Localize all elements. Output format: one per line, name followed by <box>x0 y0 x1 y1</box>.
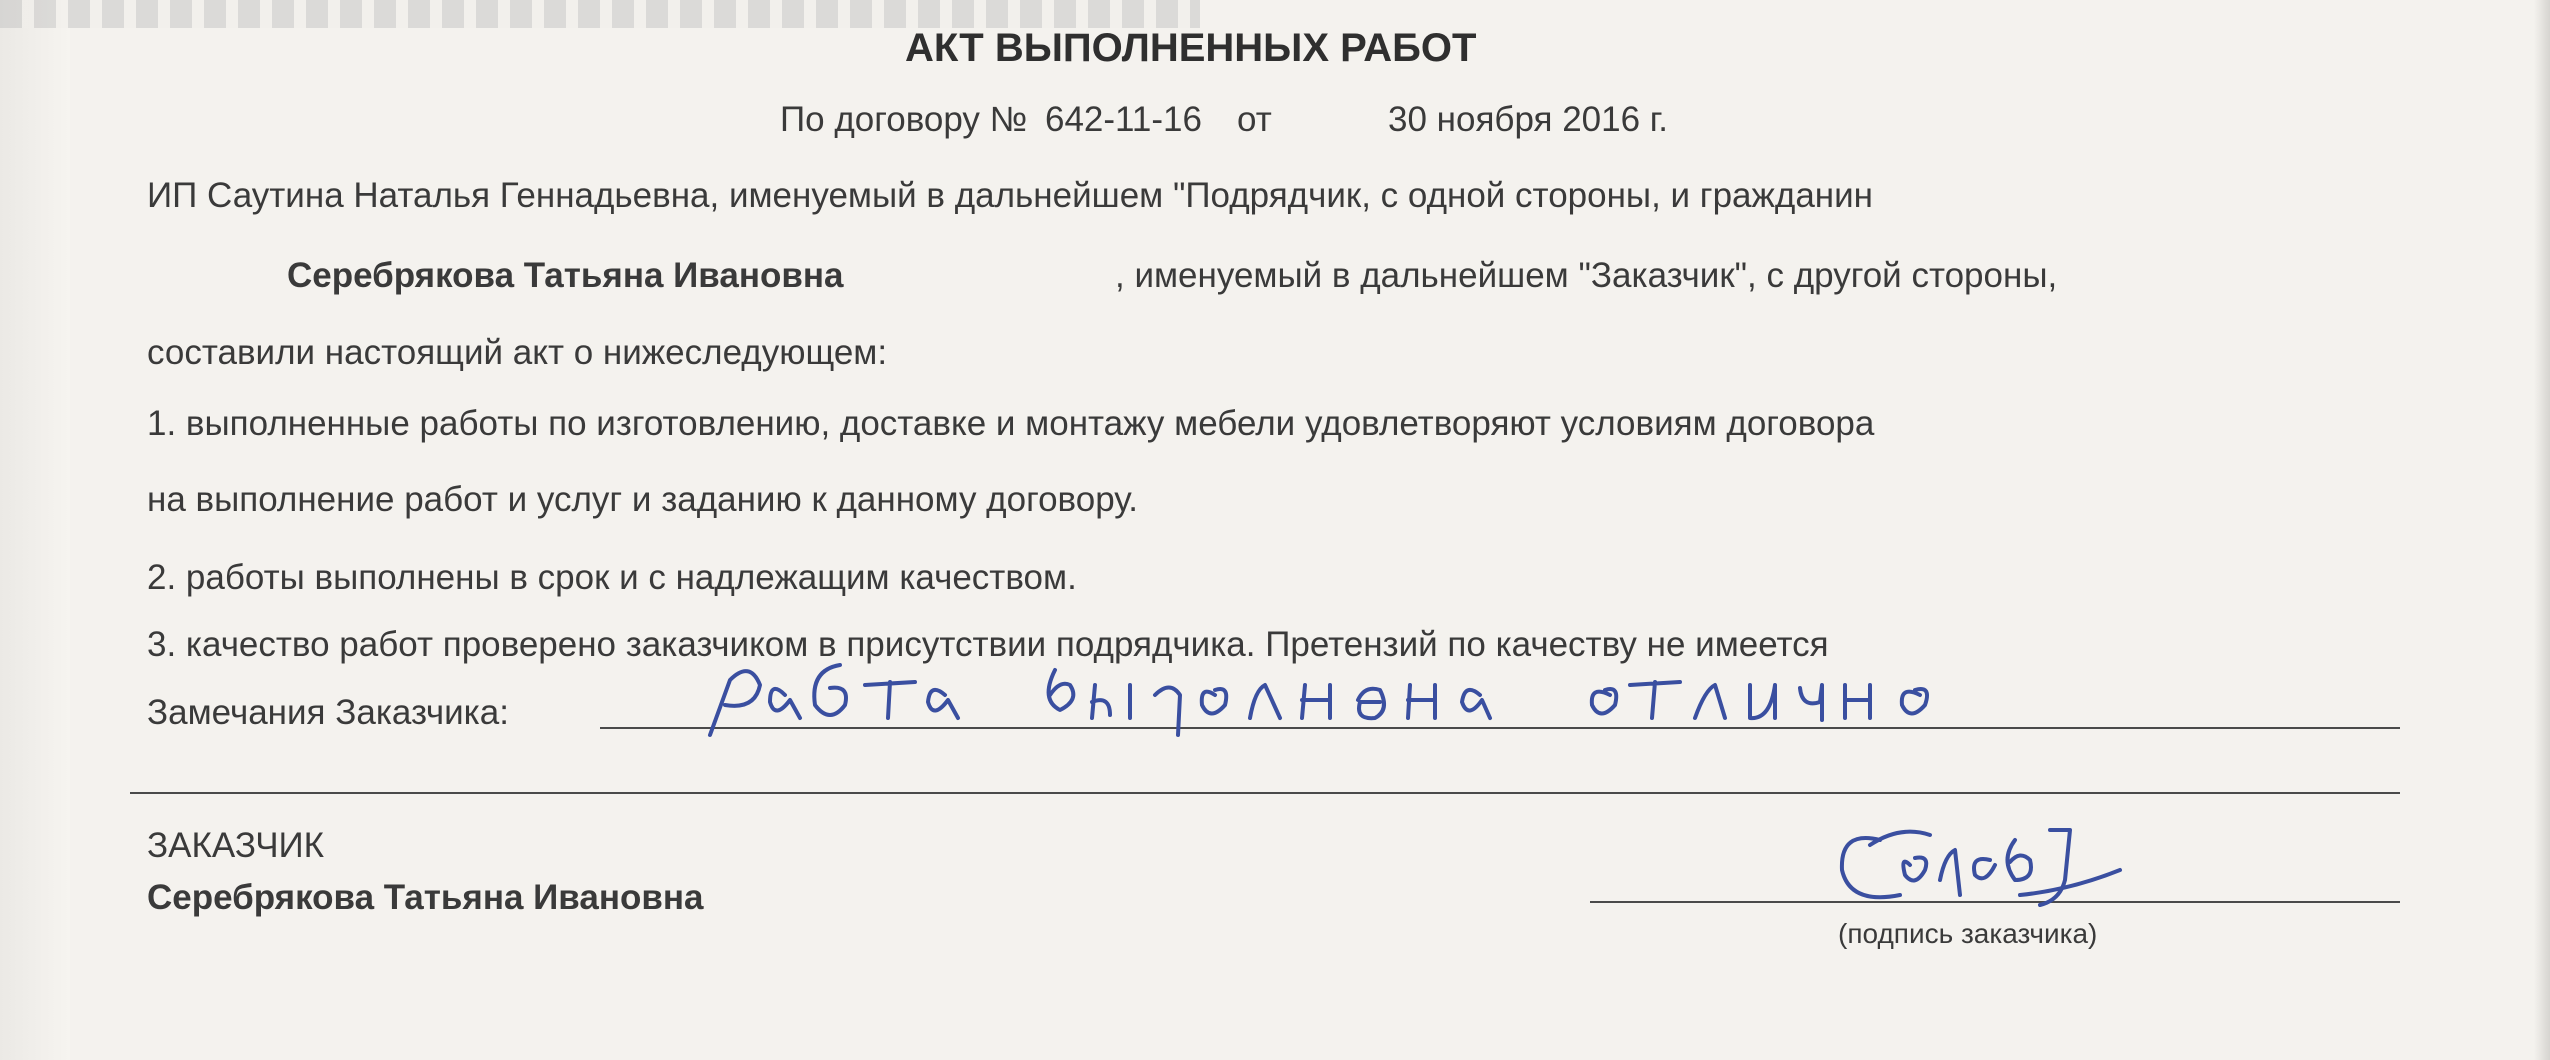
scan-edge-top <box>0 0 1200 28</box>
item-2: 2. работы выполнены в срок и с надлежащим качеством. <box>147 558 1077 597</box>
contract-prefix: По договору № <box>780 100 1028 139</box>
paragraph-customer: , именуемый в дальнейшем "Заказчик", с другой стороны, <box>1115 256 2058 295</box>
customer-signature <box>1820 800 2140 930</box>
scan-edge-right <box>2534 0 2550 1060</box>
remarks-second-line <box>130 792 2400 794</box>
signature-caption: (подпись заказчика) <box>1838 918 2098 949</box>
contract-number: 642-11-16 <box>1045 100 1202 139</box>
contract-from-label: от <box>1237 100 1272 139</box>
footer-customer-name: Серебрякова Татьяна Ивановна <box>147 878 704 917</box>
document-title: АКТ ВЫПОЛНЕННЫХ РАБОТ <box>905 26 1477 70</box>
paragraph-compiled: составили настоящий акт о нижеследующем: <box>147 333 888 372</box>
handwritten-remark <box>690 640 1970 760</box>
item-1-line-2: на выполнение работ и услуг и заданию к данному договору. <box>147 480 1138 519</box>
item-3: 3. качество работ проверено заказчиком в присутствии подрядчика. Претензий по качеству не имеется <box>147 625 1829 664</box>
contract-date: 30 ноября 2016 г. <box>1388 100 1668 139</box>
customer-name: Серебрякова Татьяна Ивановна <box>287 256 844 295</box>
paragraph-contractor: ИП Саутина Наталья Геннадьевна, именуемый в дальнейшем "Подрядчик, с одной стороны, и гражданин <box>147 176 1874 215</box>
remarks-label: Замечания Заказчика: <box>147 693 509 732</box>
scan-edge-left <box>0 0 70 1060</box>
customer-role-label: ЗАКАЗЧИК <box>147 826 325 865</box>
item-1-line-1: 1. выполненные работы по изготовлению, доставке и монтажу мебели удовлетворяют условиям договора <box>147 404 1875 443</box>
